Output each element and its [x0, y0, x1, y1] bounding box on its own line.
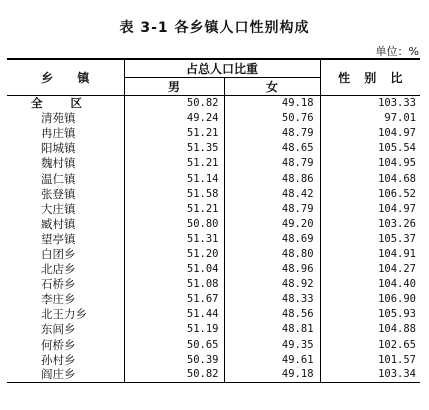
cell-sex-ratio: 103.26: [378, 217, 417, 230]
table-row: [7, 201, 420, 216]
header-male: 男: [124, 78, 224, 96]
cell-sex-ratio: 104.97: [378, 202, 417, 215]
cell-male-share: 51.44: [124, 307, 224, 322]
table-row: [7, 216, 420, 231]
cell-male-share: 51.21: [124, 201, 224, 216]
cell-male-share: 50.82: [124, 367, 224, 382]
table-row: [7, 126, 420, 141]
table-header: [7, 59, 420, 96]
header-region: 乡 镇: [7, 59, 124, 96]
cell-region-name: 臧村镇: [7, 216, 124, 231]
table-row: [7, 367, 420, 382]
cell-sex-ratio: 103.33: [378, 97, 417, 110]
table-row: [7, 171, 420, 186]
cell-female-share: 48.69: [224, 231, 320, 246]
cell-female-share: 48.80: [224, 246, 320, 261]
cell-region-name: 大庄镇: [7, 201, 124, 216]
cell-sex-ratio: 105.93: [378, 308, 417, 321]
cell-female-share: 49.35: [224, 337, 320, 352]
cell-region-name: 石桥乡: [7, 277, 124, 292]
cell-region-name: 阳城镇: [7, 141, 124, 156]
table-row: [7, 307, 420, 322]
cell-male-share: 51.14: [124, 171, 224, 186]
cell-sex-ratio: 105.37: [378, 232, 417, 245]
cell-region-name: 张登镇: [7, 186, 124, 201]
cell-female-share: 48.79: [224, 126, 320, 141]
cell-female-share: 48.33: [224, 292, 320, 307]
cell-female-share: 49.18: [224, 367, 320, 382]
cell-female-share: 49.61: [224, 352, 320, 367]
cell-sex-ratio: 104.40: [378, 278, 417, 291]
cell-sex-ratio: 105.54: [378, 142, 417, 155]
cell-region-name: 冉庄镇: [7, 126, 124, 141]
cell-male-share: 50.65: [124, 337, 224, 352]
cell-region-name: 白团乡: [7, 246, 124, 261]
cell-male-share: 51.67: [124, 292, 224, 307]
cell-male-share: 50.80: [124, 216, 224, 231]
cell-sex-ratio: 104.97: [378, 127, 417, 140]
cell-region-name: 何桥乡: [7, 337, 124, 352]
cell-female-share: 48.81: [224, 322, 320, 337]
table-row: [7, 111, 420, 126]
cell-region-name: 魏村镇: [7, 156, 124, 171]
cell-female-share: 48.42: [224, 186, 320, 201]
cell-male-share: 51.21: [124, 126, 224, 141]
cell-male-share: 51.58: [124, 186, 224, 201]
unit-label: 单位：%: [375, 45, 419, 58]
cell-male-share: 51.20: [124, 246, 224, 261]
cell-female-share: 48.92: [224, 277, 320, 292]
cell-sex-ratio: 104.88: [378, 323, 417, 336]
cell-male-share: 50.82: [124, 96, 224, 111]
cell-region-name: 阎庄乡: [7, 367, 124, 382]
cell-male-share: 51.21: [124, 156, 224, 171]
cell-female-share: 48.79: [224, 201, 320, 216]
cell-female-share: 48.56: [224, 307, 320, 322]
table-row: [7, 156, 420, 171]
table-row-total: [7, 96, 420, 111]
cell-male-share: 51.35: [124, 141, 224, 156]
cell-sex-ratio: 104.27: [378, 263, 417, 276]
sex-composition-table: [7, 58, 420, 383]
cell-sex-ratio: 101.57: [378, 353, 417, 366]
table-row: [7, 246, 420, 261]
cell-male-share: 49.24: [124, 111, 224, 126]
table-row: [7, 141, 420, 156]
cell-female-share: 50.76: [224, 111, 320, 126]
table-row: [7, 277, 420, 292]
cell-sex-ratio: 104.91: [378, 247, 417, 260]
cell-sex-ratio: 106.52: [378, 187, 417, 200]
table-title: 表 3-1 各乡镇人口性别构成: [119, 20, 310, 36]
cell-female-share: 48.65: [224, 141, 320, 156]
cell-region-name: 东闾乡: [7, 322, 124, 337]
cell-sex-ratio: 104.95: [378, 157, 417, 170]
cell-female-share: 48.79: [224, 156, 320, 171]
cell-female-share: 48.96: [224, 262, 320, 277]
cell-region-name: 北王力乡: [7, 307, 124, 322]
table-row: [7, 231, 420, 246]
cell-male-share: 51.19: [124, 322, 224, 337]
table-row: [7, 337, 420, 352]
header-population-share: 占总人口比重: [124, 59, 320, 78]
cell-male-share: 51.08: [124, 277, 224, 292]
cell-sex-ratio: 97.01: [384, 112, 417, 125]
cell-female-share: 49.18: [224, 96, 320, 111]
cell-region-name: 北店乡: [7, 262, 124, 277]
table-body: [7, 96, 420, 383]
cell-region-name: 孙村乡: [7, 352, 124, 367]
cell-region-name: 温仁镇: [7, 171, 124, 186]
cell-male-share: 51.31: [124, 231, 224, 246]
table-row: [7, 262, 420, 277]
cell-sex-ratio: 102.65: [378, 338, 417, 351]
cell-region-name: 望亭镇: [7, 231, 124, 246]
table-row: [7, 322, 420, 337]
table-row: [7, 186, 420, 201]
cell-male-share: 51.04: [124, 262, 224, 277]
cell-sex-ratio: 104.68: [378, 172, 417, 185]
cell-region-name: 李庄乡: [7, 292, 124, 307]
table-row: [7, 292, 420, 307]
cell-male-share: 50.39: [124, 352, 224, 367]
header-female: 女: [224, 78, 320, 96]
cell-female-share: 48.86: [224, 171, 320, 186]
table-row: [7, 352, 420, 367]
cell-sex-ratio: 106.90: [378, 293, 417, 306]
cell-region-name: 清苑镇: [7, 111, 124, 126]
cell-female-share: 49.20: [224, 216, 320, 231]
cell-region-name: 全 区: [7, 96, 124, 111]
header-sex-ratio: 性 别 比: [320, 59, 420, 96]
cell-sex-ratio: 103.34: [320, 367, 420, 382]
